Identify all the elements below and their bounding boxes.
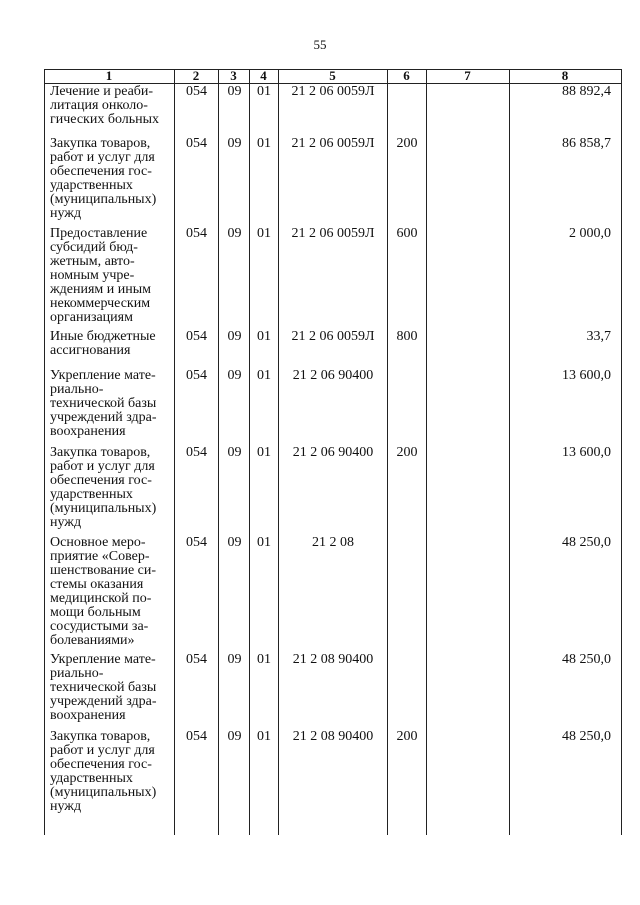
column-header-7: 7 [464,68,471,83]
code-ministry: 054 [186,652,207,667]
code-target-article: 21 2 06 0059Л [291,136,375,151]
code-target-article: 21 2 06 0059Л [291,84,375,99]
code-ministry: 054 [186,729,207,744]
code-subsection: 01 [257,368,271,383]
code-expense-type: 200 [396,445,418,460]
column-divider [621,69,622,835]
code-target-article: 21 2 08 90400 [292,729,374,744]
code-target-article: 21 2 06 0059Л [291,226,375,241]
code-subsection: 01 [257,445,271,460]
column-header-5: 5 [329,68,336,83]
column-header-6: 6 [403,68,410,83]
code-ministry: 054 [186,226,207,241]
code-section: 09 [227,535,242,550]
row-name: Закупка товаров, работ и услуг для обеспечения гос- ударственных (муниципальных) нужд [50,729,157,814]
row-name: Укрепление мате- риально- технической базы учреждений здра- воохранения [50,368,157,439]
code-ministry: 054 [186,329,207,344]
code-subsection: 01 [257,329,271,344]
code-expense-type: 800 [396,329,418,344]
amount: 48 250,0 [562,729,611,744]
code-section: 09 [227,136,242,151]
code-section: 09 [227,445,242,460]
row-name: Закупка товаров, работ и услуг для обеспечения гос- ударственных (муниципальных) нужд [50,136,157,221]
code-expense-type: 200 [396,136,418,151]
code-target-article: 21 2 06 90400 [292,445,374,460]
amount: 48 250,0 [562,652,611,667]
code-ministry: 054 [186,445,207,460]
amount: 48 250,0 [562,535,611,550]
code-expense-type: 200 [396,729,418,744]
column-header-4: 4 [260,68,267,83]
code-subsection: 01 [257,652,271,667]
row-name: Закупка товаров, работ и услуг для обеспечения гос- ударственных (муниципальных) нужд [50,445,157,530]
column-divider [426,69,427,835]
code-subsection: 01 [257,136,271,151]
amount: 86 858,7 [562,136,611,151]
row-name: Лечение и реаби- литация онколо- гических больных [50,84,160,127]
code-subsection: 01 [257,84,271,99]
code-section: 09 [227,729,242,744]
column-header-3: 3 [230,68,237,83]
column-divider [44,69,45,835]
code-section: 09 [227,84,242,99]
amount: 2 000,0 [569,226,611,241]
code-target-article: 21 2 08 90400 [292,652,374,667]
code-ministry: 054 [186,368,207,383]
code-subsection: 01 [257,729,271,744]
row-name: Предоставление субсидий бюд- жетным, авто- номным учре- ждениям и иным некоммерческим организациям [50,226,152,325]
column-header-8: 8 [561,68,569,83]
code-target-article: 21 2 06 90400 [292,368,374,383]
page-number: 55 [313,37,327,52]
code-target-article: 21 2 06 0059Л [291,329,375,344]
code-section: 09 [227,652,242,667]
amount: 33,7 [586,329,611,344]
amount: 13 600,0 [562,368,611,383]
amount: 88 892,4 [562,84,611,99]
code-section: 09 [227,329,242,344]
code-section: 09 [227,368,242,383]
column-header-1: 1 [105,68,113,83]
column-header-2: 2 [192,68,200,83]
code-ministry: 054 [186,84,207,99]
code-section: 09 [227,226,242,241]
row-name: Основное меро- приятие «Совер- шенствование си- стемы оказания медицинской по- мощи больным сосудистыми за- болеваниями» [50,535,157,648]
code-target-article: 21 2 08 [312,535,354,550]
code-subsection: 01 [257,226,271,241]
code-expense-type: 600 [396,226,418,241]
code-ministry: 054 [186,136,207,151]
row-name: Иные бюджетные ассигнования [50,329,156,358]
code-ministry: 054 [186,535,207,550]
row-name: Укрепление мате- риально- технической базы учреждений здра- воохранения [50,652,157,723]
code-subsection: 01 [257,535,271,550]
amount: 13 600,0 [562,445,611,460]
budget-table [44,69,622,835]
